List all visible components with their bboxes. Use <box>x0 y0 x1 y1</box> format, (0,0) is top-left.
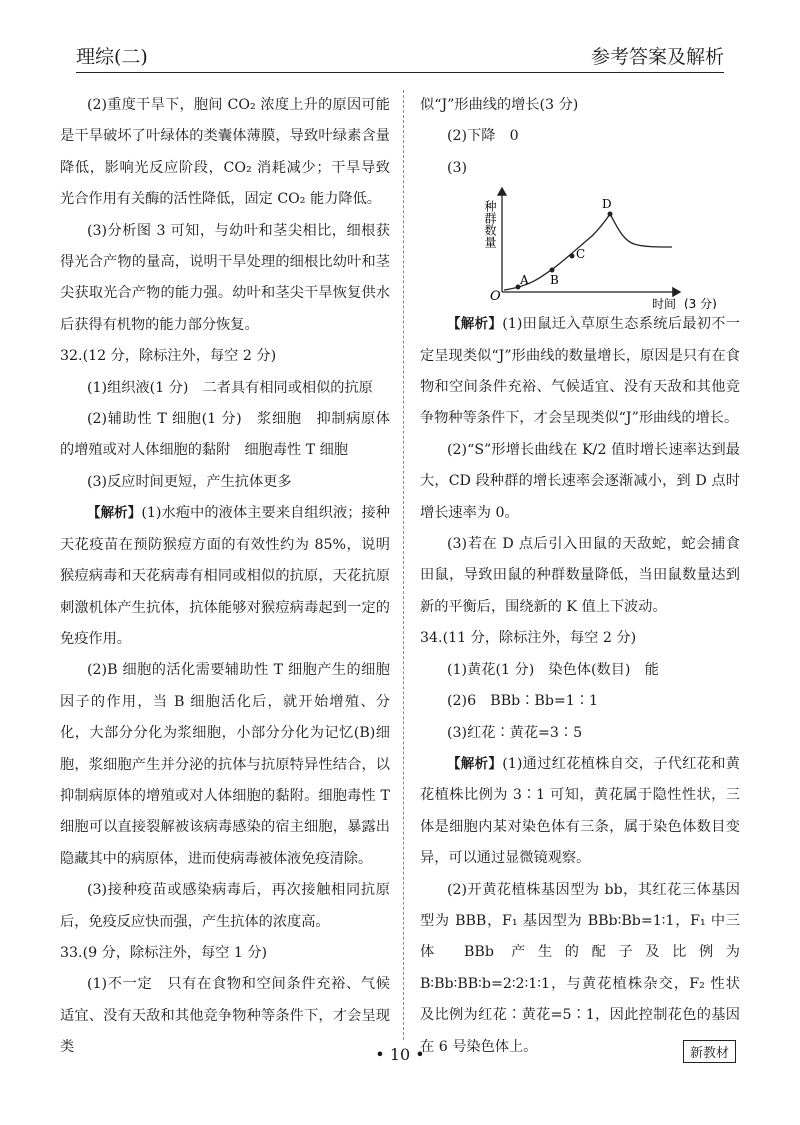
y-axis-label: 种群数量 <box>483 200 497 249</box>
question-34-heading: 34.(11 分，除标注外，每空 2 分) <box>420 630 637 647</box>
growth-curve <box>504 214 672 290</box>
page-number: • 10 • <box>375 1045 425 1064</box>
answer-line: (2)辅助性 T 细胞(1 分) 浆细胞 抑制病原体的增殖或对人体细胞的黏附 细胞毒性 T 细胞 <box>60 411 390 459</box>
point-d <box>608 212 613 217</box>
answer-line: (2)下降 0 <box>446 128 519 145</box>
column-divider <box>403 90 404 1040</box>
figure-score: (3 分) <box>684 297 717 310</box>
answer-line: (3)红花∶黄花=3∶5 <box>446 724 583 741</box>
header-rule <box>76 72 724 73</box>
analysis-paragraph <box>60 498 390 655</box>
header-title: 参考答案及解析 <box>590 46 724 68</box>
header-subject: 理综(二) <box>76 46 148 68</box>
point-c <box>570 254 575 259</box>
point-b <box>550 268 555 273</box>
answer-line: (3)反应时间更短，产生抗体更多 <box>86 473 292 490</box>
answer-paragraph: (2)重度干旱下，胞间 CO₂ 浓度上升的原因可能是干旱破坏了叶绿体的类囊体薄膜，导致叶绿素含量降低，影响光反应阶段，CO₂ 消耗减少；干旱导致光合作用有关酶的活性降低，固定 CO₂ 能力降低。 <box>60 97 390 208</box>
answer-line: (1)组织液(1 分) 二者具有相同或相似的抗原 <box>86 379 373 396</box>
label-c: C <box>576 247 586 262</box>
analysis-text: (1)通过红花植株自交，子代红花和黄花植株比例为 3∶1 可知，黄花属于隐性性状，三体是细胞内某对染色体有三条，属于染色体数目变异，可以通过显微镜观察。 <box>420 755 740 867</box>
answer-line: (1)黄花(1 分) 染色体(数目) 能 <box>446 661 659 678</box>
analysis-paragraph: (2)开黄花植株基因型为 bb，其红花三体基因型为 BBB，F₁ 基因型为 BBb∶Bb=1∶1，F₁ 中三体 BBb 产生的配子及比例为 B∶Bb∶BB∶b=2∶2∶1∶1，与黄花植株杂交，F₂ 性状及比例为红花∶黄花=5∶1，因此控制花色的基因在 6 号染色体上。 <box>420 881 740 1055</box>
analysis-paragraph <box>420 749 740 875</box>
analysis-paragraph: (3)接种疫苗或感染病毒后，再次接触相同抗原后，免疫反应快而强，产生抗体的浓度高。 <box>60 882 390 930</box>
answer-continuation: 似“J”形曲线的增长(3 分) <box>420 97 579 113</box>
population-growth-figure <box>472 184 742 309</box>
answer-line: (3) <box>446 159 468 176</box>
label-d: D <box>602 197 612 212</box>
analysis-text: (1)水疱中的液体主要来自组织液；接种天花疫苗在预防猴痘方面的有效性约为 85%，说明猴痘病毒和天花病毒有相同或相似的抗原，天花抗原刺激机体产生抗体，抗体能够对猴痘病毒起到一定的免疫作用。 <box>60 505 390 647</box>
question-33-heading: 33.(9 分，除标注外，每空 1 分) <box>60 944 268 961</box>
analysis-tag: 【解析】 <box>446 316 503 333</box>
analysis-paragraph: (3)若在 D 点后引入田鼠的天敌蛇，蛇会捕食田鼠，导致田鼠的种群数量降低，当田鼠数量达到新的平衡后，围绕新的 K 值上下波动。 <box>420 536 740 615</box>
answer-line: (1)不一定 只有在食物和空间条件充裕、气候适宜、没有天敌和其他竞争物种等条件下，才会呈现类 <box>60 976 390 1056</box>
x-axis-label: 时间 <box>652 297 677 310</box>
answer-line: (2)6 BBb∶Bb=1∶1 <box>446 693 599 710</box>
analysis-paragraph <box>420 309 740 435</box>
answer-paragraph: (3)分析图 3 可知，与幼叶和茎尖相比，细根获得光合产物的量高，说明干旱处理的细根比幼叶和茎尖获取光合产物的能力强。幼叶和茎尖干旱恢复供水后获得有机物的能力部分恢复。 <box>60 222 390 333</box>
analysis-tag: 【解析】 <box>86 505 142 522</box>
analysis-text: (1)田鼠迁入草原生态系统后最初不一定呈现类似“J”形曲线的数量增长，原因是只有在食物和空间条件充裕、气候适宜、没有天敌和其他竞争物种等条件下，才会呈现类似“J”形曲线的增长。 <box>420 316 740 427</box>
label-a: A <box>520 273 529 288</box>
new-textbook-badge: 新教材 <box>683 1040 736 1063</box>
right-column <box>420 90 740 1063</box>
origin-label: O <box>490 289 501 305</box>
analysis-paragraph: (2)B 细胞的活化需要辅助性 T 细胞产生的细胞因子的作用，当 B 细胞活化后，就开始增殖、分化，大部分分化为浆细胞，小部分分化为记忆(B)细胞，浆细胞产生并分泌的抗体与抗原特异性结合，以抑制病原体的增殖或对人体细胞的黏附。细胞毒性 T 细胞可以直接裂解被该病毒感染的宿主细胞，暴露出隐藏其中的病原体，进而使病毒被体液免疫清除。 <box>60 662 390 867</box>
left-column <box>60 90 390 1064</box>
analysis-paragraph: (2)“S”形增长曲线在 K/2 值时增长速率达到最大，CD 段种群的增长速率会逐渐减小，到 D 点时增长速率为 0。 <box>420 441 740 521</box>
label-b: B <box>550 273 559 288</box>
question-32-heading: 32.(12 分，除标注外，每空 2 分) <box>60 348 277 365</box>
analysis-tag: 【解析】 <box>446 755 503 772</box>
